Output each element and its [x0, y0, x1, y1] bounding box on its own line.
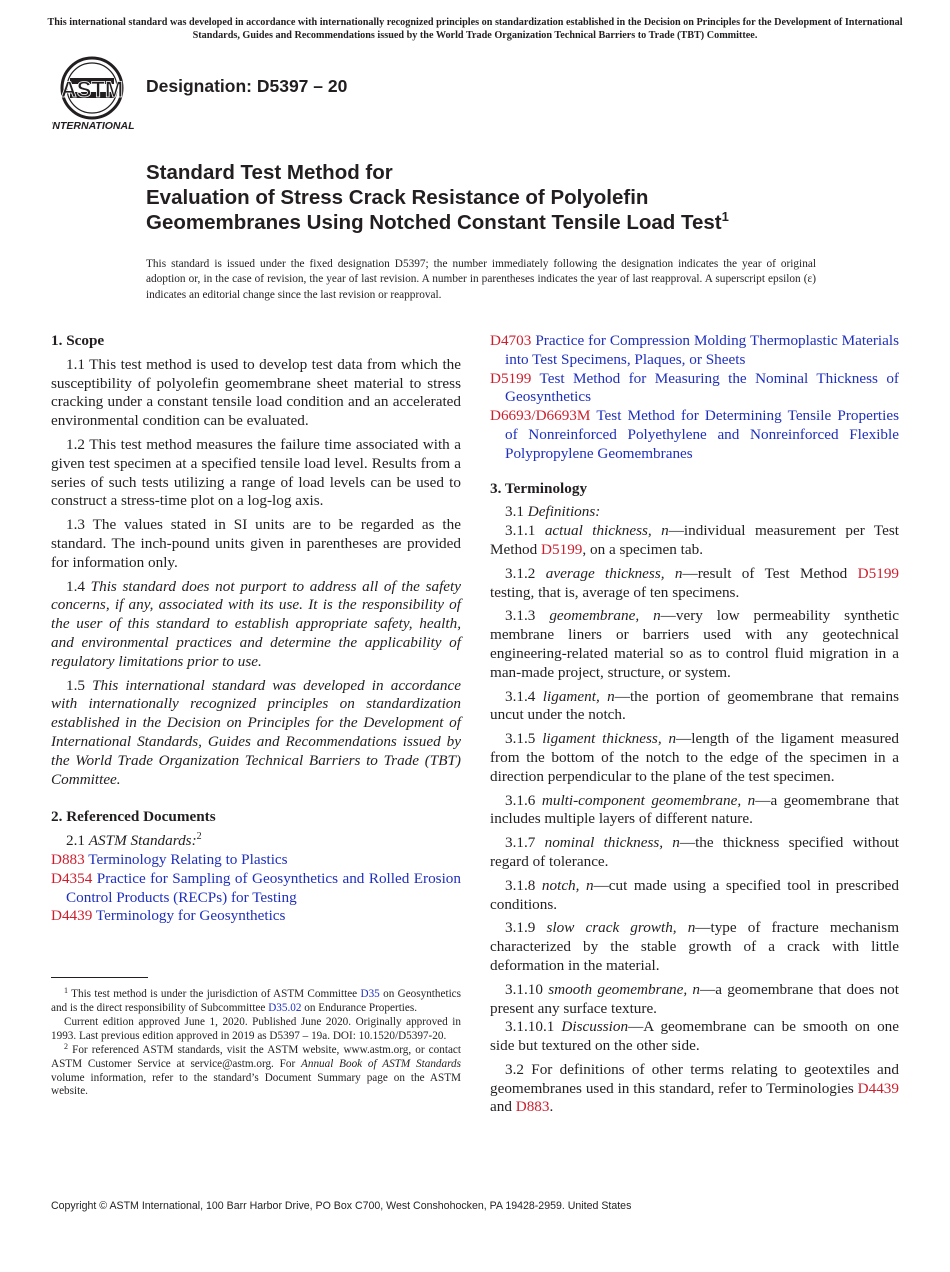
footnote-divider: [51, 977, 148, 978]
def-num: 3.1.1: [505, 522, 536, 540]
astm-standards-label: [51, 832, 461, 851]
top-notice: This international standard was developed in accordance with internationally recognized principles on standardization established in the Decision on Principles for the Development of International Standards, Guides and Recommendations issued by the World Trade Organization Technical Barriers to Trade (TBT) Committee.: [47, 17, 903, 41]
footnote-1-text-2: on Geosynthetics and is the direct responsibility of Subcommittee: [51, 988, 461, 1014]
footnote-1-text: This test method is under the jurisdiction of ASTM Committee: [71, 988, 361, 1000]
def-term: ligament thickness, n: [542, 730, 677, 748]
astm-standards-footnote-mark: 2: [196, 831, 202, 843]
def-nominal-thickness: [490, 834, 899, 872]
def-text-end: , on a specimen tab.: [582, 540, 704, 558]
def-text: —individual measurement per Test Method: [490, 522, 899, 558]
ref-code-link[interactable]: D4439: [51, 907, 93, 925]
footnote-2-text: For referenced ASTM standards, visit the ASTM website, www.astm.org, or contact ASTM Customer Service at service@astm.org. For: [51, 1044, 461, 1070]
def-text: —type of fracture mechanism characterized by the stable growth of a crack with little deformation in the material.: [490, 919, 900, 974]
def-term: notch, n: [541, 876, 594, 894]
designation: Designation: D5397 – 20: [146, 76, 348, 96]
scope-1-4-text: This standard does not purport to address all of the safety concerns, if any, associated with its use. It is the responsibility of the user of this standard to establish appropriate safety, health, and environmental practices and determine the applicability of regulatory limitations prior to use.: [51, 577, 462, 670]
def-notch: [490, 877, 899, 915]
terminology-3-2-end: .: [549, 1098, 554, 1116]
ref-item: [51, 851, 461, 870]
def-text: —result of Test Method: [682, 564, 858, 582]
def-term: geomembrane, n: [549, 607, 661, 625]
def-average-thickness: [490, 565, 899, 603]
footnote-1: [51, 988, 461, 1015]
def-num: 3.1.10.1: [505, 1018, 555, 1036]
copyright-notice: Copyright © ASTM International, 100 Barr Harbor Drive, PO Box C700, West Conshohocken, PA 19428-2959. United States: [51, 1200, 632, 1212]
issuance-statement: This standard is issued under the fixed designation D5397; the number immediately following the designation indicates the year of original adoption or, in the case of revision, the year of last revision. A number in parentheses indicates the year of last reapproval. A superscript epsilon (ε) indicates an editorial change since the last revision or reapproval.: [146, 258, 816, 301]
ref-title-link[interactable]: Test Method for Measuring the Nominal Thickness of Geosynthetics: [505, 369, 899, 406]
definitions-text: Definitions:: [527, 503, 601, 521]
def-text: —the portion of geomembrane that remains uncut under the notch.: [490, 687, 900, 724]
scope-1-2: 1.2 This test method measures the failure time associated with a given test specimen at a specified tensile load level. Results from a series of such tests utilizing a range of load levels can be used to construct a stress-time plot on a log-log axis.: [51, 435, 461, 510]
def-text-end: testing, that is, average of ten specimens.: [490, 583, 740, 601]
terminology-3-2-text: 3.2 For definitions of other terms relating to geotextiles and geomembranes used in this standard, refer to Terminologies: [490, 1060, 899, 1097]
committee-d35-link[interactable]: D35: [360, 988, 380, 1000]
def-num: 3.1.5: [505, 730, 536, 748]
subcommittee-d35-02-link[interactable]: D35.02: [268, 1001, 302, 1014]
ref-d5199-link[interactable]: D5199: [857, 564, 900, 582]
scope-1-4-num: 1.4: [66, 577, 85, 595]
ref-title-link[interactable]: Practice for Compression Molding Thermoplastic Materials into Test Specimens, Plaques, or Sheets: [505, 332, 899, 368]
ref-item: [490, 332, 899, 370]
def-term: average thickness, n: [545, 564, 683, 582]
ref-d4439-link[interactable]: D4439: [857, 1079, 899, 1097]
def-term: multi-component geomembrane, n: [541, 791, 756, 809]
def-ligament: [490, 688, 899, 726]
def-text: —a geomembrane that includes multiple layers of different nature.: [490, 791, 899, 828]
def-text: —very low permeability synthetic membrane liners or barriers used with any geotechnical engineering-related material so as to control fluid migration in a man-made project, structure, or system.: [490, 607, 899, 681]
ref-code-link[interactable]: D883: [51, 850, 85, 868]
scope-1-5: [51, 677, 461, 790]
footnote-1-mark: 1: [64, 986, 68, 995]
def-text: —cut made using a specified tool in prescribed conditions.: [490, 876, 899, 913]
def-text: —a geomembrane that does not present any surface texture.: [490, 980, 899, 1017]
footnote-2-mark: 2: [64, 1042, 68, 1052]
astm-logo-graphic: [52, 56, 136, 134]
def-num: 3.1.8: [505, 876, 536, 894]
def-num: 3.1.7: [505, 834, 536, 852]
scope-1-5-num: 1.5: [66, 676, 85, 694]
section-scope-heading: 1. Scope: [51, 332, 105, 349]
logo-text: ASTM: [60, 77, 124, 102]
title-line-1: Standard Test Method for: [146, 161, 393, 184]
def-slow-crack-growth: [490, 919, 899, 975]
def-geomembrane: [490, 607, 899, 682]
left-column: [51, 332, 461, 926]
astm-standards-text: ASTM Standards:: [88, 832, 197, 850]
scope-1-5-text: This international standard was developed in accordance with internationally recognized principles on standardization established in the Decision on Principles for the Development of International Standards, Guides and Recommendations issued by the World Trade Organization Technical Barriers to Trade (TBT) Committee.: [51, 676, 462, 788]
ref-item: [490, 370, 899, 408]
ref-code-link[interactable]: D4354: [51, 869, 93, 887]
scope-1-4: [51, 578, 461, 672]
scope-1-1: 1.1 This test method is used to develop test data from which the susceptibility of polyolefin geomembrane sheet material to stress cracking under a constant tensile load condition and an accelerated environmental condition can be evaluated.: [51, 355, 461, 430]
ref-code-link[interactable]: D4703: [490, 332, 532, 349]
title-line-3-text: Geomembranes Using Notched Constant Tensile Load Test: [146, 211, 722, 234]
terminology-3-2-and: and: [490, 1098, 516, 1116]
def-text: —length of the ligament measured from the bottom of the notch to the edge of the specimen in a direction perpendicular to the plane of the test specimen.: [490, 730, 900, 785]
def-text: —the thickness specified without regard of tolerance.: [490, 834, 900, 870]
ref-item: [490, 407, 899, 463]
section-terminology-heading: 3. Terminology: [490, 479, 588, 497]
ref-title-link[interactable]: Test Method for Determining Tensile Properties of Nonreinforced Polyethylene and Nonreinforced Flexible Polypropylene Geomembranes: [505, 407, 900, 462]
def-term: Discussion: [561, 1018, 629, 1036]
document-title: [146, 160, 729, 235]
ref-item: [51, 907, 461, 926]
footnote-2-italic: Annual Book of ASTM Standards: [301, 1057, 461, 1070]
ref-d5199-link[interactable]: D5199: [541, 540, 583, 558]
ref-d883-link[interactable]: D883: [515, 1098, 550, 1116]
title-line-3: [146, 210, 729, 235]
def-term: nominal thickness, n: [544, 834, 680, 852]
def-num: 3.1.2: [505, 564, 536, 582]
footnotes: [51, 988, 461, 1100]
title-footnote-mark: 1: [721, 209, 729, 224]
def-ligament-thickness: [490, 730, 899, 786]
ref-title-link[interactable]: Practice for Sampling of Geosynthetics and Rolled Erosion Control Products (RECPs) for Testing: [66, 869, 461, 906]
footnote-2-text-2: volume information, refer to the standard’s Document Summary page on the ASTM website.: [51, 1071, 461, 1098]
astm-standards-num: 2.1: [66, 832, 85, 850]
scope-1-3: 1.3 The values stated in SI units are to be regarded as the standard. The inch-pound units given in parentheses are provided for information only.: [51, 516, 461, 571]
ref-item: [51, 870, 461, 908]
def-num: 3.1.10: [505, 980, 543, 998]
def-num: 3.1.9: [505, 919, 536, 937]
definitions-label: [490, 503, 899, 522]
def-term: ligament, n: [542, 687, 615, 705]
title-line-2: Evaluation of Stress Crack Resistance of Polyolefin: [146, 186, 649, 209]
def-num: 3.1.3: [505, 607, 536, 625]
footnote-2: [51, 1044, 461, 1098]
def-num: 3.1.4: [505, 687, 536, 705]
right-column: [490, 332, 899, 1122]
astm-logo: [52, 56, 136, 134]
footnote-1-text-3: on Endurance Properties.: [301, 1001, 418, 1014]
terminology-3-2: [490, 1061, 899, 1117]
def-actual-thickness: [490, 522, 899, 560]
ref-title-link[interactable]: Terminology for Geosynthetics: [95, 907, 286, 925]
def-term: smooth geomembrane, n: [548, 980, 701, 998]
def-num: 3.1.6: [505, 791, 536, 809]
ref-code-link[interactable]: D5199: [490, 369, 532, 387]
def-text: —A geomembrane can be smooth on one side but textured on the other side.: [490, 1018, 900, 1055]
footnote-edition: Current edition approved June 1, 2020. Published June 2020. Originally approved in 1993. Last previous edition approved in 2019 as D5397 – 19a. DOI: 10.1520/D5397-20.: [51, 1016, 461, 1042]
ref-title-link[interactable]: Terminology Relating to Plastics: [88, 850, 288, 868]
def-smooth-geomembrane: [490, 981, 899, 1019]
ref-code-link[interactable]: D6693/D6693M: [490, 407, 591, 425]
def-discussion: [490, 1018, 899, 1056]
def-term: actual thickness, n: [544, 522, 669, 540]
def-term: slow crack growth, n: [546, 919, 696, 937]
logo-subtext: INTERNATIONAL: [52, 120, 135, 132]
section-referenced-heading: 2. Referenced Documents: [51, 808, 216, 826]
def-multi-component-geomembrane: [490, 792, 899, 830]
definitions-num: 3.1: [505, 503, 524, 521]
